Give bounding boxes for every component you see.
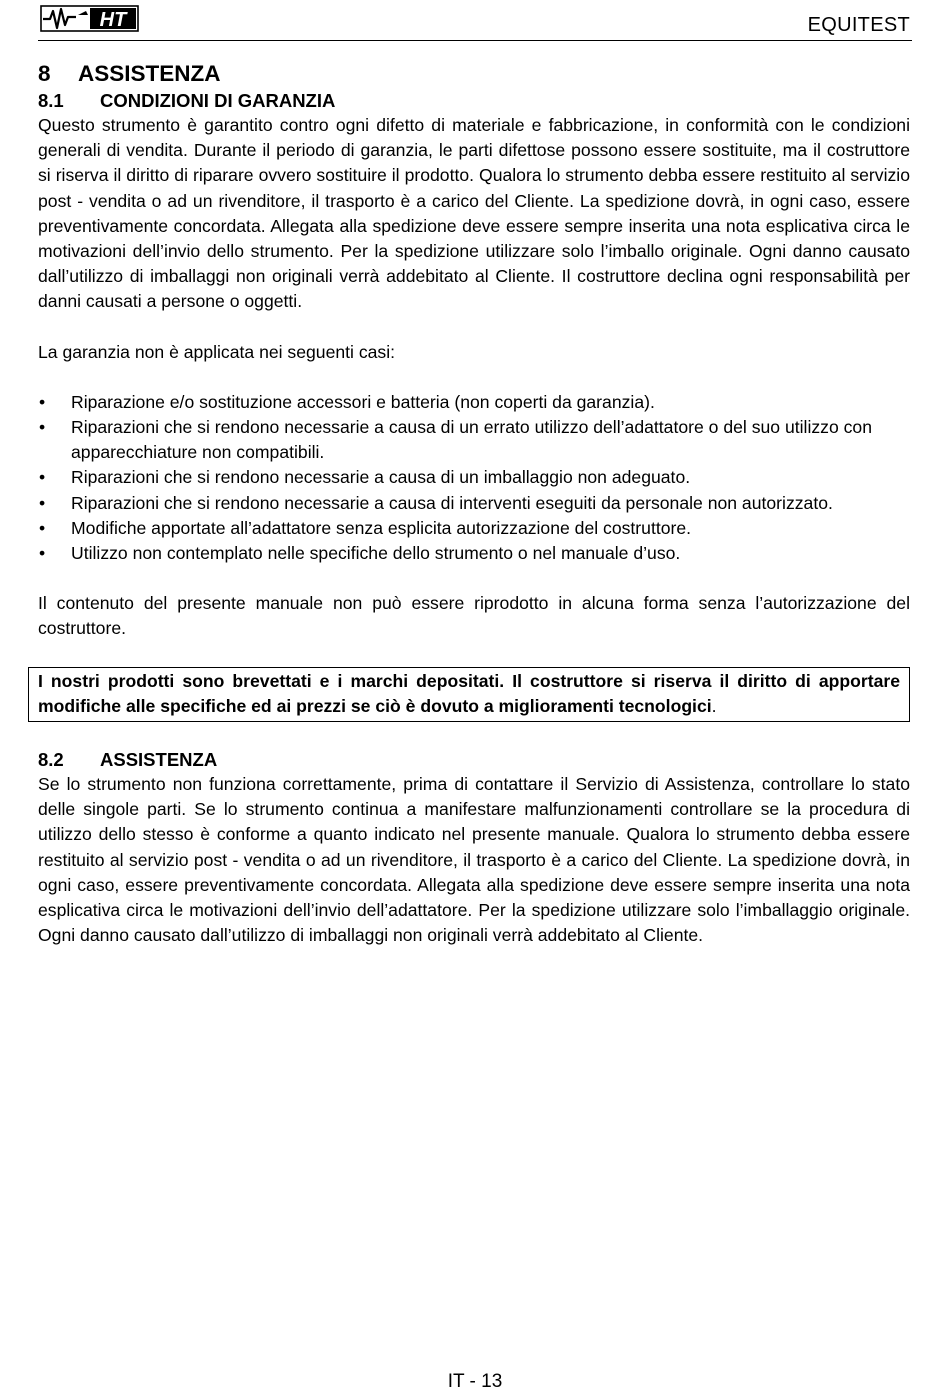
list-item-text: Modifiche apportate all’adattatore senza esplicita autorizzazione del costruttore. xyxy=(71,517,692,538)
list-item-text: Riparazione e/o sostituzione accessori e batteria (non coperti da garanzia). xyxy=(71,391,655,412)
section-heading-8 xyxy=(38,60,910,88)
section-title: ASSISTENZA xyxy=(78,61,221,86)
subsection-number: 8.2 xyxy=(38,749,64,771)
page-number: IT - 13 xyxy=(447,1371,503,1392)
bullet-icon: • xyxy=(39,492,46,513)
list-item-text: Riparazioni che si rendono necessarie a causa di un imballaggio non adeguato. xyxy=(71,467,691,488)
patent-notice-period: . xyxy=(711,695,717,716)
spacer xyxy=(38,642,910,667)
list-item-text: Riparazioni che si rendono necessarie a causa di interventi eseguiti da personale non autorizzato. xyxy=(71,492,833,513)
page-header xyxy=(38,0,912,41)
warranty-paragraph: Questo strumento è garantito contro ogni difetto di materiale e fabbricazione, in conformità con le condizioni generali di vendita. Durante il periodo di garanzia, le parti difettose possono essere sostituite, ma il costruttore si riserva il diritto di riparare ovvero sostituire il prodotto. Qualora lo strumento debba essere restituito al servizio post - vendita o ad un rivenditore, il trasporto è a carico del Cliente. La spedizione dovrà, in ogni caso, essere preventivamente concordata. Allegata alla spedizione deve essere sempre inserita una nota esplicativa circa le motivazioni dell’invio dello strumento. Per la spedizione utilizzare solo l’imballo originale. Ogni danno causato dall’utilizzo di imballaggi non originali verrà addebitato al Cliente. Il costruttore declina ogni responsabilità per danni causati a persone o oggetti. xyxy=(38,115,910,312)
reproduction-notice: Il contenuto del presente manuale non può essere riprodotto in alcuna forma senza l’autorizzazione del costruttore. xyxy=(38,593,910,639)
assistance-paragraph: Se lo strumento non funziona correttamente, prima di contattare il Servizio di Assistenza, controllare lo stato delle singole parti. Se lo strumento continua a manifestare malfunzionamenti controllare se la procedura di utilizzo dello stesso è conforme a quanto indicato nel presente manuale. Qualora lo strumento debba essere restituito al servizio post - vendita o ad un rivenditore, il trasporto è a carico del Cliente. La spedizione dovrà, in ogni caso, essere preventivamente concordata. Allegata alla spedizione deve essere sempre inserita una nota esplicativa circa le motivazioni dell’invio dell’adattatore. Per la spedizione utilizzare solo l’imballaggio originale. Ogni danno causato dall’utilizzo di imballaggi non originali verrà addebitato al Cliente. xyxy=(38,774,910,946)
logo-text: HT xyxy=(99,9,127,31)
list-item-text: Utilizzo non contemplato nelle specifiche dello strumento o nel manuale d’uso. xyxy=(71,543,681,564)
bullet-icon: • xyxy=(39,543,46,564)
spacer xyxy=(38,566,910,591)
subsection-heading-8-2 xyxy=(38,747,910,772)
exclusions-intro: La garanzia non è applicata nei seguenti casi: xyxy=(38,341,396,362)
spacer xyxy=(38,315,910,340)
document-title: EQUITEST xyxy=(807,14,910,36)
section-number: 8 xyxy=(38,61,51,86)
list-item-text: Riparazioni che si rendono necessarie a causa di un errato utilizzo dell’adattatore o del suo utilizzo con apparecchiature non compatibili. xyxy=(71,417,872,463)
ht-logo xyxy=(40,3,140,33)
patent-notice-box xyxy=(28,667,910,722)
list-item xyxy=(38,541,910,566)
spacer xyxy=(38,722,910,747)
bullet-icon: • xyxy=(39,417,46,438)
exclusions-list xyxy=(38,390,910,566)
subsection-title: CONDIZIONI DI GARANZIA xyxy=(100,90,336,111)
patent-notice-text: I nostri prodotti sono brevettati e i marchi depositati. Il costruttore si riserva il diritto di apportare modifiche alle specifiche ed ai prezzi se ciò è dovuto a miglioramenti tecnologici xyxy=(38,670,900,716)
bullet-icon: • xyxy=(39,517,46,538)
list-item xyxy=(38,415,910,465)
list-item xyxy=(38,390,910,415)
page-content xyxy=(38,58,910,948)
bullet-icon: • xyxy=(39,391,46,412)
list-item xyxy=(38,465,910,490)
subsection-title: ASSISTENZA xyxy=(100,749,218,771)
list-item xyxy=(38,516,910,541)
subsection-number: 8.1 xyxy=(38,90,64,111)
subsection-heading-8-1 xyxy=(38,88,910,113)
list-item xyxy=(38,491,910,516)
spacer xyxy=(38,365,910,390)
bullet-icon: • xyxy=(39,467,46,488)
